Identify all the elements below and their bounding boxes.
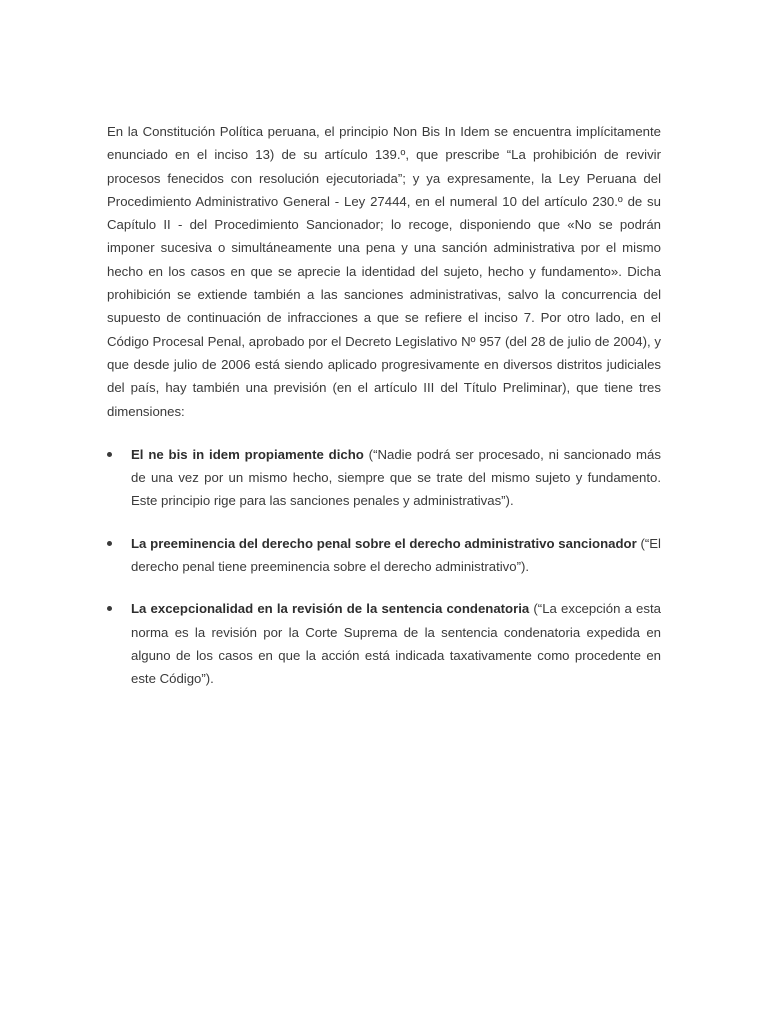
list-item-heading: La preeminencia del derecho penal sobre el derecho administrativo sancionador <box>131 535 637 551</box>
list-item <box>107 532 661 579</box>
list-item-text: (“Nadie podrá ser procesado, ni sancionado más de una vez por un mismo hecho, siempre que se trate del mismo sujeto y fundamento. Este principio rige para las sanciones penales y administrativas”). <box>131 446 661 509</box>
list-item-heading: La excepcionalidad en la revisión de la sentencia condenatoria <box>131 601 530 617</box>
list-item <box>107 597 661 690</box>
list-item <box>107 443 661 513</box>
intro-paragraph: En la Constitución Política peruana, el principio Non Bis In Idem se encuentra implícitamente enunciado en el inciso 13) de su artículo 139.º, que prescribe “La prohibición de revivir procesos fenecidos con resolución ejecutoriada”; y ya expresamente, la Ley Peruana del Procedimiento Administrativo General - Ley 27444, en el numeral 10 del artículo 230.º de su Capítulo II - del Procedimiento Sancionador; lo recoge, disponiendo que «No se podrán imponer sucesiva o simultáneamente una pena y una sanción administrativa por el mismo hecho en los casos en que se aprecie la identidad del sujeto, hecho y fundamento». Dicha prohibición se extiende también a las sanciones administrativas, salvo la concurrencia del supuesto de continuación de infracciones a que se refiere el inciso 7. Por otro lado, en el Código Procesal Penal, aprobado por el Decreto Legislativo Nº 957 (del 28 de julio de 2004), y que desde julio de 2006 está siendo aplicado progresivamente en diversos distritos judiciales del país, hay también una previsión (en el artículo III del Título Preliminar), que tiene tres dimensiones: <box>107 124 661 419</box>
list-item-text: (“La excepción a esta norma es la revisión por la Corte Suprema de la sentencia condenatoria expedida en alguno de los casos en que la acción está indicada taxativamente como procedente en este Código”). <box>131 601 661 687</box>
dimensions-list <box>107 443 661 691</box>
bullet-icon <box>107 452 112 457</box>
bullet-icon <box>107 541 112 546</box>
list-item-heading: El ne bis in idem propiamente dicho <box>131 446 364 462</box>
list-item-text: (“El derecho penal tiene preeminencia sobre el derecho administrativo”). <box>131 535 661 575</box>
document-page <box>107 120 661 710</box>
bullet-icon <box>107 606 112 611</box>
